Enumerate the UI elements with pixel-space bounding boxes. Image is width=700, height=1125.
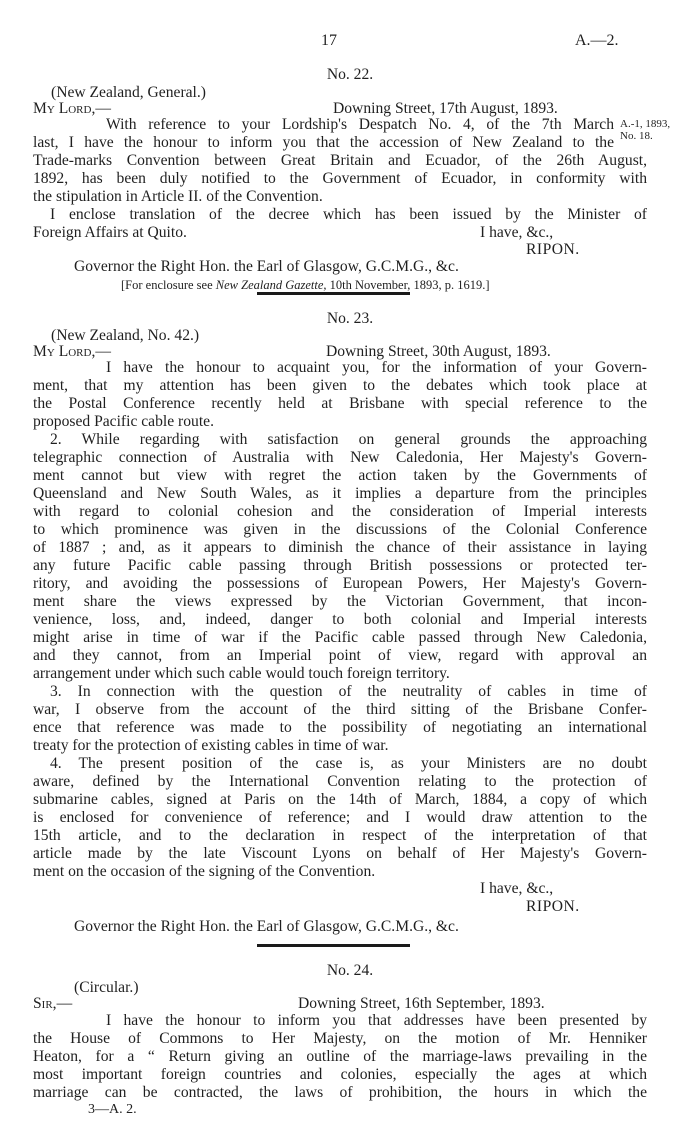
- signature-22: RIPON.: [526, 241, 580, 258]
- body-line: the stipulation in Article II. of the Convention.: [33, 188, 323, 205]
- body-line: venience, loss, and, indeed, danger to both colonial and Imperial interests: [33, 611, 647, 628]
- body-line: Foreign Affairs at Quito.: [33, 224, 187, 241]
- enclosure-note: [121, 278, 490, 293]
- body-line: ment on the occasion of the signing of the Convention.: [33, 863, 376, 880]
- gazette-title: New Zealand Gazette,: [215, 278, 327, 292]
- document-reference: A.—2.: [575, 32, 619, 49]
- body-line: of 1887 ; and, as it appears to diminish the chance of their assistance in laying: [33, 539, 647, 556]
- addressee-24: (Circular.): [74, 979, 139, 996]
- body-line: article made by the late Viscount Lyons on behalf of Her Majesty's Govern-: [33, 845, 647, 862]
- body-line: 15th article, and to the declaration in respect of the interpretation of that: [33, 827, 647, 844]
- body-line: proposed Pacific cable route.: [33, 413, 214, 430]
- margin-note-line: No. 18.: [620, 130, 653, 142]
- body-line: any future Pacific cable passing through British possessions or protected ter-: [33, 557, 647, 574]
- salutation-24: Sir,—: [33, 995, 73, 1012]
- body-line: 3. In connection with the question of the neutrality of cables in time of: [50, 683, 647, 700]
- signature-mark: 3—A. 2.: [88, 1102, 137, 1117]
- body-line: last, I have the honour to inform you that the accession of New Zealand to the: [33, 134, 614, 151]
- margin-note: [620, 118, 670, 142]
- addressee-22: (New Zealand, General.): [51, 84, 206, 101]
- closing-22: I have, &c.,: [480, 224, 554, 241]
- enclosure-note-suffix: 10th November, 1893, p. 1619.]: [326, 278, 490, 292]
- body-line: the House of Commons to Her Majesty, on the motion of Mr. Henniker: [33, 1030, 647, 1047]
- body-line: to which prominence was given in the discussions of the Colonial Conference: [33, 521, 647, 538]
- body-line: I have the honour to inform you that addresses have been presented by: [106, 1012, 647, 1029]
- date-24: Downing Street, 16th September, 1893.: [298, 995, 545, 1012]
- page-number: 17: [321, 32, 337, 49]
- section-divider: [257, 292, 410, 295]
- body-line: the Postal Conference recently held at Brisbane with special reference to the: [33, 395, 647, 412]
- salutation-22: My Lord,—: [33, 100, 111, 117]
- despatch-number-23: No. 23.: [326, 310, 374, 327]
- body-line: 2. While regarding with satisfaction on general grounds the approaching: [50, 431, 647, 448]
- closing-23: I have, &c.,: [480, 880, 554, 897]
- body-line: ritory, and avoiding the possessions of European Powers, Her Majesty's Govern-: [33, 575, 647, 592]
- body-line: ence that reference was made to the possibility of negotiating an international: [33, 719, 647, 736]
- body-line: With reference to your Lordship's Despatch No. 4, of the 7th March: [106, 116, 614, 133]
- recipient-23: Governor the Right Hon. the Earl of Glasgow, G.C.M.G., &c.: [74, 918, 459, 935]
- body-line: telegraphic connection of Australia with New Caledonia, Her Majesty's Govern-: [33, 449, 647, 466]
- date-22: Downing Street, 17th August, 1893.: [333, 100, 558, 117]
- body-line: Queensland and New South Wales, as it implies a departure from the principles: [33, 485, 647, 502]
- body-line: ment cannot but view with regret the action taken by the Governments of: [33, 467, 647, 484]
- body-line: submarine cables, signed at Paris on the 14th of March, 1884, a copy of which: [33, 791, 647, 808]
- salutation-23: My Lord,—: [33, 343, 111, 360]
- body-line: ment, that my attention has been given to the debates which took place at: [33, 377, 647, 394]
- body-line: with regard to colonial cohesion and the consideration of Imperial interests: [33, 503, 647, 520]
- signature-23: RIPON.: [526, 898, 580, 915]
- body-line: Heaton, for a “ Return giving an outline of the marriage-laws prevailing in the: [33, 1048, 647, 1065]
- margin-note-line: A.-1, 1893,: [620, 118, 671, 130]
- body-line: I enclose translation of the decree which has been issued by the Minister of: [50, 206, 647, 223]
- body-line: is enclosed for convenience of reference; and I would draw attention to the: [33, 809, 647, 826]
- body-line: 1892, has been duly notified to the Government of Ecuador, in conformity with: [33, 170, 647, 187]
- body-line: most important foreign countries and colonies, especially the ages at which: [33, 1066, 647, 1083]
- body-line: might arise in time of war if the Pacific cable passed through New Caledonia,: [33, 629, 647, 646]
- body-line: and they cannot, from an Imperial point of view, regard with approval an: [33, 647, 647, 664]
- body-line: 4. The present position of the case is, as your Ministers are no doubt: [50, 755, 647, 772]
- despatch-number-22: No. 22.: [326, 66, 374, 83]
- body-line: treaty for the protection of existing cables in time of war.: [33, 737, 389, 754]
- addressee-23: (New Zealand, No. 42.): [51, 327, 200, 344]
- enclosure-note-prefix: [For enclosure see: [121, 278, 216, 292]
- despatch-number-24: No. 24.: [326, 962, 374, 979]
- body-line: I have the honour to acquaint you, for the information of your Govern-: [106, 359, 647, 376]
- recipient-22: Governor the Right Hon. the Earl of Glasgow, G.C.M.G., &c.: [74, 258, 459, 275]
- body-line: Trade-marks Convention between Great Britain and Ecuador, of the 26th August,: [33, 152, 647, 169]
- body-line: aware, defined by the International Convention relating to the protection of: [33, 773, 647, 790]
- date-23: Downing Street, 30th August, 1893.: [326, 343, 551, 360]
- body-line: ment share the views expressed by the Victorian Government, that incon-: [33, 593, 647, 610]
- body-line: arrangement under which such cable would touch foreign territory.: [33, 665, 450, 682]
- body-line: marriage can be contracted, the laws of prohibition, the hours in which the: [33, 1084, 647, 1101]
- section-divider: [257, 944, 410, 947]
- body-line: war, I observe from the account of the third sitting of the Brisbane Confer-: [33, 701, 647, 718]
